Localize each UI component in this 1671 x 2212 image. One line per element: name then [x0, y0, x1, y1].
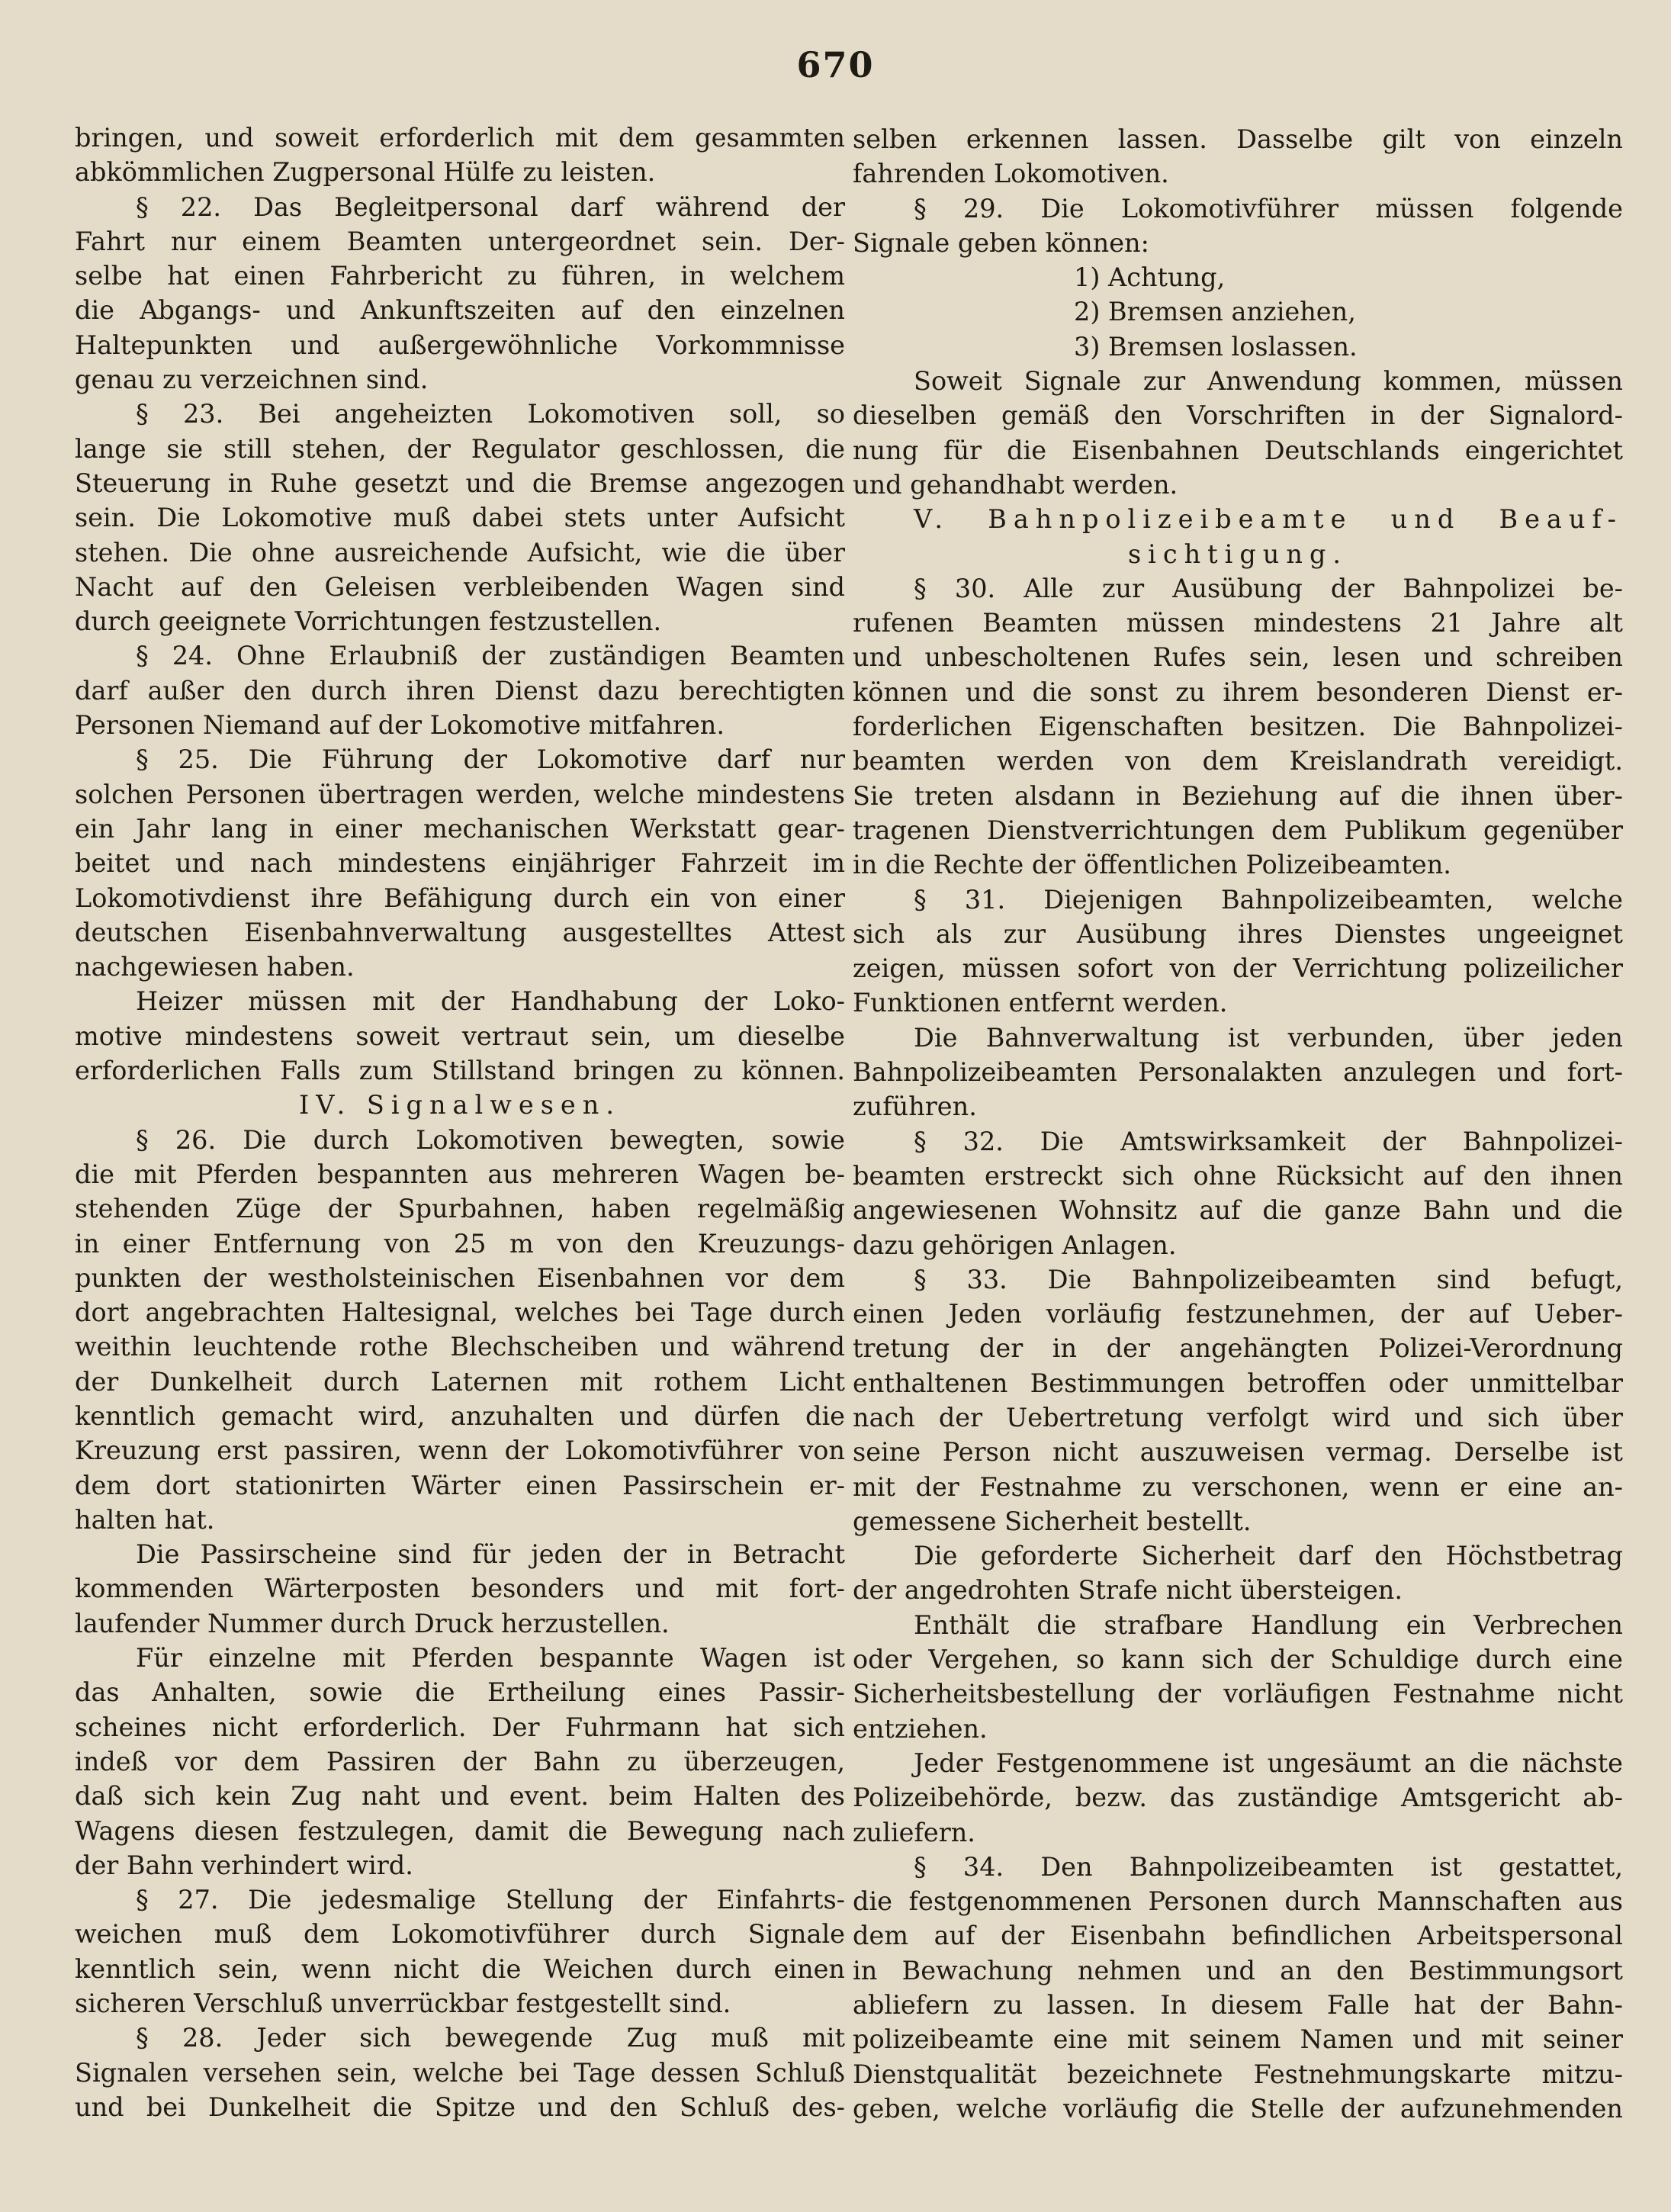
text-line: rufenen Beamten müssen mindestens 21 Jahre alt: [853, 608, 1623, 638]
text-line: selbe hat einen Fahrbericht zu führen, in welchem: [75, 261, 845, 291]
text-line: § 26. Die durch Lokomotiven bewegten, sowie: [136, 1124, 845, 1155]
text-line: dieselben gemäß den Vorschriften in der Signalord-: [853, 400, 1623, 431]
text-line: sein. Die Lokomotive muß dabei stets unter Aufsicht: [75, 503, 845, 533]
text-line: § 24. Ohne Erlaubniß der zuständigen Beamten: [136, 641, 845, 671]
text-line: Die Passirscheine sind für jeden der in Betracht: [136, 1539, 845, 1570]
text-line: Funktionen entfernt werden.: [853, 988, 1228, 1018]
text-line: in Bewachung nehmen und an den Bestimmungsort: [853, 1955, 1623, 1985]
text-line: und bei Dunkelheit die Spitze und den Schluß des-: [75, 2091, 845, 2122]
text-line: Kreuzung erst passiren, wenn der Lokomotivführer von: [75, 1436, 845, 1466]
text-line: Wagens diesen festzulegen, damit die Bewegung nach: [75, 1815, 845, 1846]
text-line: mit der Festnahme zu verschonen, wenn er eine an-: [853, 1471, 1623, 1502]
text-line: dem dort stationirten Wärter einen Passirschein er-: [75, 1470, 845, 1500]
text-line: § 31. Diejenigen Bahnpolizeibeamten, welche: [914, 884, 1623, 915]
text-line: bringen, und soweit erforderlich mit dem gesammten: [75, 123, 845, 153]
text-line: Personen Niemand auf der Lokomotive mitfahren.: [75, 710, 725, 741]
text-line: in die Rechte der öffentlichen Polizeibeamten.: [853, 850, 1451, 880]
text-line: Signale geben können:: [853, 227, 1149, 258]
text-line: laufender Nummer durch Druck herzustellen.: [75, 1608, 670, 1638]
text-line: § 33. Die Bahnpolizeibeamten sind befugt,: [914, 1264, 1623, 1294]
text-line: sicheren Verschluß unverrückbar festgestellt sind.: [75, 1989, 731, 2019]
text-line: gemessene Sicherheit bestellt.: [853, 1506, 1252, 1536]
text-line: Für einzelne mit Pferden bespannte Wagen ist: [136, 1643, 845, 1673]
text-line: motive mindestens soweit vertraut sein, um dieselbe: [75, 1021, 845, 1051]
text-line: § 27. Die jedesmalige Stellung der Einfahrts-: [136, 1885, 845, 1915]
text-line: angewiesenen Wohnsitz auf die ganze Bahn und die: [853, 1195, 1623, 1226]
text-line: seine Person nicht auszuweisen vermag. Derselbe ist: [853, 1437, 1623, 1468]
text-line: § 22. Das Begleitpersonal darf während der: [136, 191, 845, 222]
page-number: 670: [796, 44, 875, 85]
text-line: darf außer den durch ihren Dienst dazu berechtigten: [75, 675, 845, 706]
text-line: § 25. Die Führung der Lokomotive darf nur: [136, 744, 845, 775]
text-line: dazu gehörigen Anlagen.: [853, 1230, 1177, 1260]
text-line: die festgenommenen Personen durch Mannschaften aus: [853, 1886, 1623, 1917]
text-line: stehenden Züge der Spurbahnen, haben regelmäßig: [75, 1194, 845, 1224]
text-line: und gehandhabt werden.: [853, 469, 1178, 500]
text-line: stehen. Die ohne ausreichende Aufsicht, wie die über: [75, 537, 845, 567]
text-line: Fahrt nur einem Beamten untergeordnet sein. Der-: [75, 226, 845, 256]
text-line: einen Jeden vorläufig festzunehmen, der auf Ueber-: [853, 1299, 1623, 1329]
text-line: können und die sonst zu ihrem besonderen Dienst er-: [853, 677, 1623, 707]
text-line: IV. Signalwesen.: [299, 1090, 621, 1120]
text-line: kenntlich gemacht wird, anzuhalten und dürfen die: [75, 1400, 845, 1431]
text-line: tragenen Dienstverrichtungen dem Publikum gegenüber: [853, 815, 1623, 845]
text-line: Die geforderte Sicherheit darf den Höchstbetrag: [914, 1541, 1623, 1571]
text-line: § 30. Alle zur Ausübung der Bahnpolizei be-: [914, 573, 1623, 603]
text-line: § 34. Den Bahnpolizeibeamten ist gestattet,: [914, 1851, 1623, 1882]
text-line: abkömmlichen Zugpersonal Hülfe zu leisten.: [75, 157, 656, 188]
text-line: beitet und nach mindestens einjähriger Fahrzeit im: [75, 848, 845, 879]
text-line: nung für die Eisenbahnen Deutschlands eingerichtet: [853, 435, 1623, 465]
text-line: § 23. Bei angeheizten Lokomotiven soll, so: [136, 399, 845, 429]
text-line: nachgewiesen haben.: [75, 952, 355, 982]
text-line: weithin leuchtende rothe Blechscheiben und während: [75, 1332, 845, 1362]
text-line: V. Bahnpolizeibeamte und Beauf-: [914, 504, 1623, 535]
text-line: zeigen, müssen sofort von der Verrichtung polizeilicher: [853, 953, 1623, 984]
text-line: Dienstqualität bezeichnete Festnehmungskarte mitzu-: [853, 2059, 1623, 2089]
text-line: § 32. Die Amtswirksamkeit der Bahnpolizei-: [914, 1126, 1623, 1156]
text-line: zuliefern.: [853, 1817, 975, 1847]
text-line: sichtigung.: [1127, 539, 1348, 569]
text-line: forderlichen Eigenschaften besitzen. Die Bahnpolizei-: [853, 712, 1623, 742]
left-text-column: [75, 121, 845, 2124]
text-line: § 29. Die Lokomotivführer müssen folgende: [914, 193, 1623, 223]
text-line: Jeder Festgenommene ist ungesäumt an die nächste: [914, 1747, 1623, 1778]
text-line: durch geeignete Vorrichtungen festzustellen.: [75, 606, 662, 637]
text-line: erforderlichen Falls zum Stillstand bringen zu können.: [75, 1056, 845, 1086]
text-line: ein Jahr lang in einer mechanischen Werkstatt gear-: [75, 813, 845, 844]
text-line: daß sich kein Zug naht und event. beim Halten des: [75, 1781, 845, 1812]
text-line: die Abgangs- und Ankunftszeiten auf den einzelnen: [75, 295, 845, 326]
text-line: das Anhalten, sowie die Ertheilung eines Passir-: [75, 1677, 845, 1708]
text-line: und unbescholtenen Rufes sein, lesen und schreiben: [853, 642, 1623, 673]
text-line: tretung der in der angehängten Polizei-Verordnung: [853, 1333, 1623, 1364]
text-line: die mit Pferden bespannten aus mehreren Wagen be-: [75, 1159, 845, 1189]
text-line: Enthält die strafbare Handlung ein Verbrechen: [914, 1609, 1623, 1640]
text-line: entziehen.: [853, 1713, 988, 1744]
text-line: kenntlich sein, wenn nicht die Weichen durch einen: [75, 1953, 845, 1984]
text-line: genau zu verzeichnen sind.: [75, 365, 429, 395]
text-line: selben erkennen lassen. Dasselbe gilt von einzeln: [853, 124, 1623, 154]
text-line: 1) Achtung,: [1074, 262, 1226, 293]
text-line: halten hat.: [75, 1504, 215, 1535]
text-line: abliefern zu lassen. In diesem Falle hat der Bahn-: [853, 1990, 1623, 2021]
text-line: 2) Bremsen anziehen,: [1074, 297, 1356, 327]
text-line: beamten werden von dem Kreislandrath vereidigt.: [853, 746, 1623, 776]
text-line: nach der Uebertretung verfolgt wird und sich über: [853, 1402, 1623, 1432]
text-line: Sie treten alsdann in Beziehung auf die ihnen über-: [853, 780, 1623, 811]
text-line: Polizeibehörde, bezw. das zuständige Amtsgericht ab-: [853, 1783, 1623, 1813]
text-line: Nacht auf den Geleisen verbleibenden Wagen sind: [75, 571, 845, 602]
text-line: punkten der westholsteinischen Eisenbahnen vor dem: [75, 1262, 845, 1293]
text-line: weichen muß dem Lokomotivführer durch Signale: [75, 1919, 845, 1950]
text-line: solchen Personen übertragen werden, welche mindestens: [75, 779, 845, 809]
text-line: lange sie still stehen, der Regulator geschlossen, die: [75, 433, 845, 464]
text-line: Haltepunkten und außergewöhnliche Vorkommnisse: [75, 330, 845, 360]
text-line: oder Vergehen, so kann sich der Schuldige durch eine: [853, 1645, 1623, 1675]
text-line: Steuerung in Ruhe gesetzt und die Bremse angezogen: [75, 468, 845, 498]
text-line: der angedrohten Strafe nicht übersteigen.: [853, 1575, 1403, 1606]
text-line: Soweit Signale zur Anwendung kommen, müssen: [914, 366, 1623, 397]
text-line: § 28. Jeder sich bewegende Zug muß mit: [136, 2023, 845, 2053]
right-text-column: [853, 122, 1623, 2126]
text-line: scheines nicht erforderlich. Der Fuhrmann hat sich: [75, 1712, 845, 1742]
text-line: Die Bahnverwaltung ist verbunden, über jeden: [914, 1022, 1623, 1053]
text-line: Signalen versehen sein, welche bei Tage dessen Schluß: [75, 2057, 845, 2088]
text-line: der Dunkelheit durch Laternen mit rothem Licht: [75, 1366, 845, 1397]
text-line: beamten erstreckt sich ohne Rücksicht auf den ihnen: [853, 1160, 1623, 1191]
text-line: dort angebrachten Haltesignal, welches bei Tage durch: [75, 1297, 845, 1328]
text-line: indeß vor dem Passiren der Bahn zu überzeugen,: [75, 1746, 845, 1776]
text-line: in einer Entfernung von 25 m von den Kreuzungs-: [75, 1228, 845, 1259]
text-line: Heizer müssen mit der Handhabung der Loko-: [136, 986, 845, 1017]
text-line: fahrenden Lokomotiven.: [853, 159, 1169, 189]
text-line: dem auf der Eisenbahn befindlichen Arbeitspersonal: [853, 1921, 1623, 1951]
text-line: kommenden Wärterposten besonders und mit fort-: [75, 1574, 845, 1604]
text-line: sich als zur Ausübung ihres Dienstes ungeeignet: [853, 918, 1623, 949]
text-line: enthaltenen Bestimmungen betroffen oder unmittelbar: [853, 1368, 1623, 1398]
text-line: der Bahn verhindert wird.: [75, 1850, 413, 1880]
text-line: Lokomotivdienst ihre Befähigung durch ein von einer: [75, 883, 845, 913]
text-line: Bahnpolizeibeamten Personalakten anzulegen und fort-: [853, 1057, 1623, 1088]
text-line: polizeibeamte eine mit seinem Namen und mit seiner: [853, 2024, 1623, 2055]
text-line: geben, welche vorläufig die Stelle der aufzunehmenden: [853, 2093, 1623, 2124]
text-line: 3) Bremsen loslassen.: [1074, 331, 1358, 362]
text-line: zuführen.: [853, 1092, 977, 1122]
text-line: Sicherheitsbestellung der vorläufigen Festnahme nicht: [853, 1679, 1623, 1709]
text-line: deutschen Eisenbahnverwaltung ausgestelltes Attest: [75, 917, 845, 947]
